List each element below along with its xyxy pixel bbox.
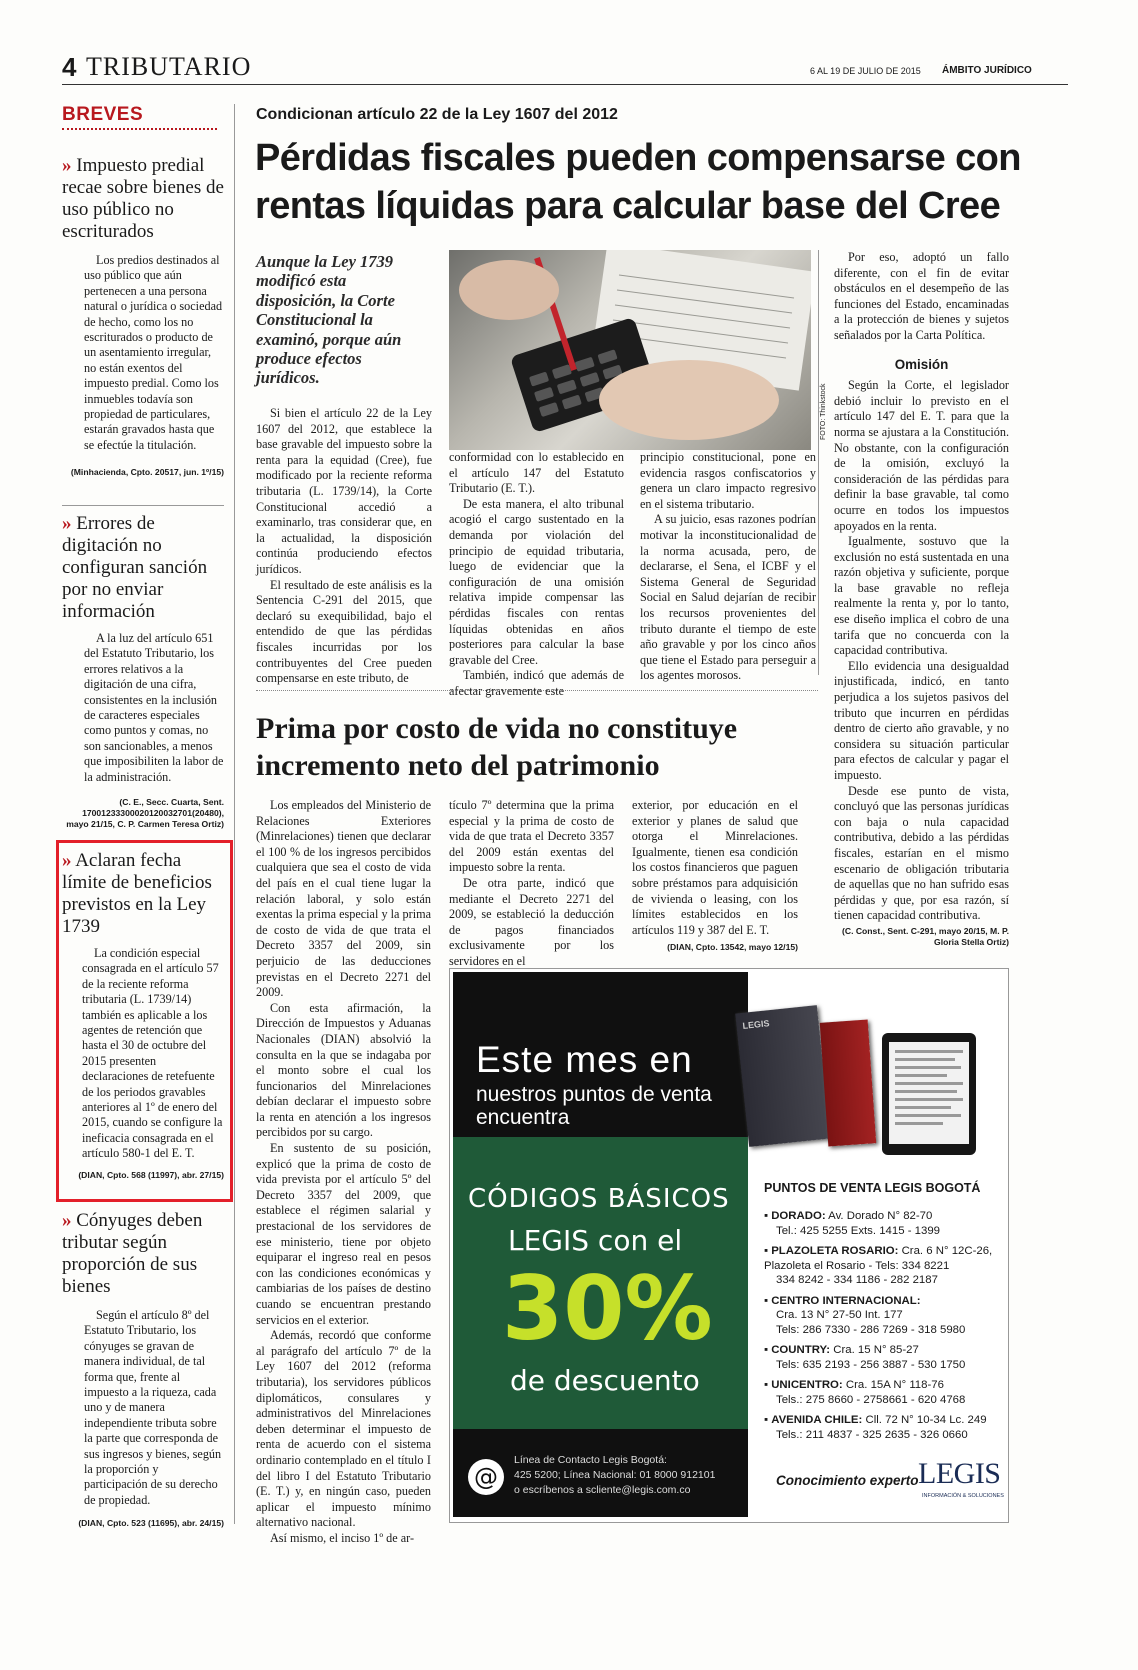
brief-body: La condición especial consagrada en el artículo 57 de la reciente reforma tributaria (L. 1739/14) también es aplicable a los agentes de retención que hasta el 30 de octubre del 2015 presenten declaraciones de retefuente de los periodos gravables anteriores al 1º de enero del 2015, cuando se configure la ineficacia consagrada en el artículo 580-1 del E. T. xyxy=(82,946,223,1161)
article2-headline: Prima por costo de vida no constituye incremento neto del patrimonio xyxy=(256,712,738,782)
article2-citation: (DIAN, Cpto. 13542, mayo 12/15) xyxy=(667,942,798,953)
bullet-icon: ▪ xyxy=(764,1414,772,1426)
store-item: ▪ UNICENTRO: Cra. 15A N° 118-76 Tels.: 275 8660 - 2758661 - 620 4768 xyxy=(764,1379,966,1406)
book-image-2 xyxy=(820,1019,877,1146)
column-rule xyxy=(818,250,819,675)
bullet-icon: ▪ xyxy=(764,1210,772,1222)
article1-col3: principio constitucional, pone en evidencia rasgos confiscatorios y genera un claro impacto regresivo en el sistema tributario. A su juicio, esas razones podrían motivar la inconstitucionalidad de la norma acusada, pero, de declararse, el Sena, el ICBF y el Sistema General de Seguridad Social en Salud dejarían de recibir los recursos provenientes del tributo durante el tiempo de este año gravable y por los cinco años que tiene el Estado para perseguir a los agentes morosos. xyxy=(640,450,816,683)
chevron-right-icon: » xyxy=(62,850,72,871)
article-headline: Pérdidas fiscales pueden compensarse con rentas líquidas para calcular base del Cree xyxy=(255,137,1021,227)
brief-separator xyxy=(62,505,224,506)
book-label: LEGIS xyxy=(742,1018,770,1031)
ad-contact: Línea de Contacto Legis Bogotá: 425 5200; Línea Nacional: 01 8000 912101 o escríbenos a scliente@legis.com.co xyxy=(514,1454,716,1496)
article2-col1: Los empleados del Ministerio de Relaciones Exteriores (Minrelaciones) tienen que declarar el 100 % de los ingresos percibidos cualquiera que sea el costo de vida del país en el cual tiene lugar la relación laboral, y solo están exentas la prima especial y la prima de costo de vida de que trata el Decreto 3357 del 2009, sin perjuicio de las deducciones previstas en el Decreto 2271 del 2009. Con esta afirmación, la Dirección de Impuestos y Aduanas Nacionales (DIAN) absolvió la consulta en la que se indagaba por el monto sobre el cual los funcionarios del Minrelaciones debían declarar el impuesto sobre la renta en atención a los ingresos percibidos por su cargo. En sustento de su posición, explicó que la prima de costo de vida prevista por el artículo 5º del Decreto 3357 del 2009, que establece el régimen salarial y prestacional de los servidores de ese ministerio, tiene por objeto equiparar el ingreso real en pesos con las condiciones económicas y cambiarias de los países de destino cuando se encuentran prestando servicios en el exterior. Además, recordó que conforme al parágrafo del artículo 7º de la Ley 1607 del 2012 (reforma tributaria), los servidores públicos diplomáticos, consulares y administrativos del Minrelaciones deben determinar el impuesto de renta de acuerdo con el sistema ordinario contemplado en el título I del libro I del Estatuto Tributario (E. T.) y, en ningún caso, pueden aplicar el impuesto mínimo alternativo nacional. Así mismo, el inciso 1º de ar- xyxy=(256,798,431,1545)
phone-at-icon: @ xyxy=(468,1459,504,1495)
calculator-photo xyxy=(449,250,811,450)
store-item: ▪ AVENIDA CHILE: Cll. 72 N° 10-34 Lc. 249 Tels.: 211 4837 - 325 2635 - 326 0660 xyxy=(764,1414,987,1441)
section-name: TRIBUTARIO xyxy=(86,52,252,81)
bullet-icon: ▪ xyxy=(764,1245,772,1257)
article2-col2: tículo 7º determina que la prima especial y la prima de costo de vida de que trata el Decreto 3357 del 2009 están exentas del impuesto sobre la renta. De otra parte, indicó que mediante el Decreto 2271 del 2009, se estableció la deducción de pagos financiados exclusivamente por los servidores en el xyxy=(449,798,614,968)
article-subhead: Omisión xyxy=(894,356,949,372)
header-rule xyxy=(62,84,1068,85)
article1-col2: conformidad con lo establecido en el artículo 147 del Estatuto Tributario (E. T.). De esta manera, el alto tribunal acogió el cargo sustentado en la demanda por violación del principio de equidad tributaria, luego de evidenciar que la configuración de una omisión relativa impide compensar las pérdidas fiscales con rentas líquidas obtenidas en años posteriores para calcular la base gravable del Cree. También, indicó que además de afectar gravemente este xyxy=(449,450,624,698)
brief-body: A la luz del artículo 651 del Estatuto Tributario, los errores relativos a la digitación de una cifra, consistentes en la inclusión de caracteres especiales como puntos y comas, no son sancionables, a menos que imposibiliten la labor de la administración. xyxy=(84,631,224,784)
brief-citation: (DIAN, Cpto. 568 (11997), abr. 27/15) xyxy=(78,1169,224,1180)
brief-4 xyxy=(62,1210,224,1529)
ad-headline-2: nuestros puntos de venta encuentra xyxy=(476,1083,712,1129)
ad-headline-1: Este mes en xyxy=(476,1039,693,1080)
brief-body: Según el artículo 8º del Estatuto Tributario, los cónyuges se gravan de manera individual, de tal forma que, frente al impuesto a la riqueza, cada uno y de manera independiente tributa sobre la parte que corresponda de sus ingresos y bienes, según la proporción y participación de su derecho de propiedad. xyxy=(84,1308,222,1507)
brief-title: » Impuesto predial recae sobre bienes de uso público no escriturados xyxy=(62,155,224,242)
brief-title: » Aclaran fecha límite de beneficios previstos en la Ley 1739 xyxy=(62,850,212,937)
brief-citation: (C. E., Secc. Cuarta, Sent. 17001233300020120032701(20480), mayo 21/15, C. P. Carmen Teresa Ortiz) xyxy=(66,797,224,830)
store-item: ▪ COUNTRY: Cra. 15 N° 85-27 Tels: 635 2193 - 256 3887 - 530 1750 xyxy=(764,1344,966,1371)
page-header xyxy=(62,52,1068,82)
legis-ad xyxy=(449,968,1009,1523)
publication-name: ÁMBITO JURÍDICO xyxy=(942,65,1032,76)
legis-logo-subtitle: INFORMACIÓN & SOLUCIONES xyxy=(922,1493,1004,1499)
photo-credit: FOTO: Thinkstock xyxy=(820,383,827,440)
calculator-illustration xyxy=(449,250,811,450)
stores-title: PUNTOS DE VENTA LEGIS BOGOTÁ xyxy=(764,1181,981,1195)
ad-tagline: Conocimiento experto xyxy=(776,1473,919,1488)
ad-discount: 30% xyxy=(502,1257,713,1360)
bullet-icon: ▪ xyxy=(764,1294,772,1307)
article1-col4: Por eso, adoptó un fallo diferente, con el fin de evitar obstáculos en el desempeño de las funciones del Estado, encaminadas a la protección de bienes y sujetos señalados por la Carta Política. Omisión Según la Corte, el legislador debió incluir lo previsto en el artículo 147 del E. T. para que la norma se ajustara a la Constitución. No obstante, con la configuración de la omisión, excluyó la consideración de las pérdidas para definir la base gravable, tal como ocurre en todos los impuestos apoyados en la renta. Igualmente, sostuvo que la exclusión no está sustentada en una razón objetiva y suficiente, porque la base gravable no refleja realmente la renta y, por lo tanto, ese diseño implica el cobro de una tarifa que no concuerda con la capacidad contributiva. Ello evidencia una desigualdad injustificada, indicó, en tanto perjudica a los sujetos pasivos del tributo que incurren en pérdidas dentro de cierto año gravable, y no considera su situación particular para efectos de calcular y pagar el impuesto. Desde ese punto de vista, concluyó que las personas jurídicas con baja o nula capacidad contributiva, debido a las pérdidas fiscales, estarían en el mismo escenario de obligación tributaria de aquellas que no han sufrido esas pérdidas y que, por esa razón, sí tienen capacidad contributiva. (C. Const., Sent. C-291, mayo 20/15, M. P. Gloria Stella Ortiz) xyxy=(834,250,1009,947)
brief-citation: (DIAN, Cpto. 523 (11695), abr. 24/15) xyxy=(78,1518,224,1529)
chevron-right-icon: » xyxy=(62,513,72,534)
brief-title: » Errores de digitación no configuran sanción por no enviar información xyxy=(62,513,208,622)
article-lead: Aunque la Ley 1739 modificó esta disposición, la Corte Constitucional la examinó, porque aún produce efectos jurídicos. xyxy=(256,252,402,388)
legis-logo: LEGIS xyxy=(918,1457,1001,1490)
sidebar-label-dots xyxy=(62,128,217,130)
article1-col1: Si bien el artículo 22 de la Ley 1607 del 2012, que establece la base gravable del impuesto sobre la renta para la equidad (Cree), fue modificado por la reciente reforma tributaria (L. 1739/14), la Corte Constitucional accedió a examinarlo, tras considerar que, en la actualidad, la disposición continúa produciendo efectos jurídicos. El resultado de este análisis es la Sentencia C-291 del 2015, que declaró su exequibilidad, bajo el entendido de que las pérdidas fiscales incurridas por los contribuyentes del Cree pueden compensarse en este tributo, de xyxy=(256,406,432,686)
tablet-text-lines xyxy=(889,1042,969,1144)
brief-1 xyxy=(62,155,224,478)
tablet-image xyxy=(882,1033,976,1155)
sidebar-label: BREVES xyxy=(62,104,144,125)
store-item: ▪ CENTRO INTERNACIONAL: Cra. 13 N° 27-50 Int. 177 Tels: 286 7330 - 286 7269 - 318 5980 xyxy=(764,1294,966,1336)
brief-3 xyxy=(62,850,224,1181)
tablet-screen xyxy=(889,1042,969,1144)
brief-title: » Cónyuges deben tributar según proporción de sus bienes xyxy=(62,1210,203,1297)
brief-2 xyxy=(62,513,224,830)
article1-citation: (C. Const., Sent. C-291, mayo 20/15, M. P. Gloria Stella Ortiz) xyxy=(842,925,1009,947)
ad-offer-line-1: CÓDIGOS BÁSICOS xyxy=(468,1184,730,1214)
page-number: 4 xyxy=(62,52,77,82)
store-item: ▪ PLAZOLETA ROSARIO: Cra. 6 N° 12C-26, Plazoleta el Rosario - Tels: 334 8221 334 8242 - 334 1186 - 282 2187 xyxy=(764,1245,993,1286)
stores-list xyxy=(764,1209,1000,1442)
article2-col3: exterior, por educación en el exterior y planes de salud que otorga el Minrelaciones. Igualmente, tienen esa condición los costos financieros que paguen sobre préstamos para adquisición de vivienda o leasing, con los límites establecidos en los artículos 119 y 387 del E. T. (DIAN, Cpto. 13542, mayo 12/15) xyxy=(632,798,798,953)
header-date: 6 AL 19 DE JULIO DE 2015 xyxy=(810,66,921,76)
ad-offer-line-2: LEGIS con el xyxy=(508,1224,683,1257)
brief-citation: (Minhacienda, Cpto. 20517, jun. 1º/15) xyxy=(70,467,224,478)
article-separator xyxy=(256,690,818,692)
ad-discount-suffix: de descuento xyxy=(510,1364,700,1397)
bullet-icon: ▪ xyxy=(764,1344,772,1356)
chevron-right-icon: » xyxy=(62,1210,72,1231)
chevron-right-icon: » xyxy=(62,155,72,176)
sidebar-divider xyxy=(234,104,235,1524)
brief-body: Los predios destinados al uso público que aún pertenecen a una persona natural o jurídica o sociedad de hecho, como los no escriturados o producto de un asentamiento irregular, no están exentos del impuesto predial. Como los inmuebles todavía son propiedad de particulares, estarán gravados hasta que se efectúe la titulación. xyxy=(84,253,223,452)
store-item: ▪ DORADO: Av. Dorado N° 82-70 Tel.: 425 5255 Exts. 1415 - 1399 xyxy=(764,1210,941,1237)
article-kicker: Condicionan artículo 22 de la Ley 1607 del 2012 xyxy=(256,106,618,123)
bullet-icon: ▪ xyxy=(764,1379,772,1391)
book-image-1 xyxy=(735,1005,831,1147)
